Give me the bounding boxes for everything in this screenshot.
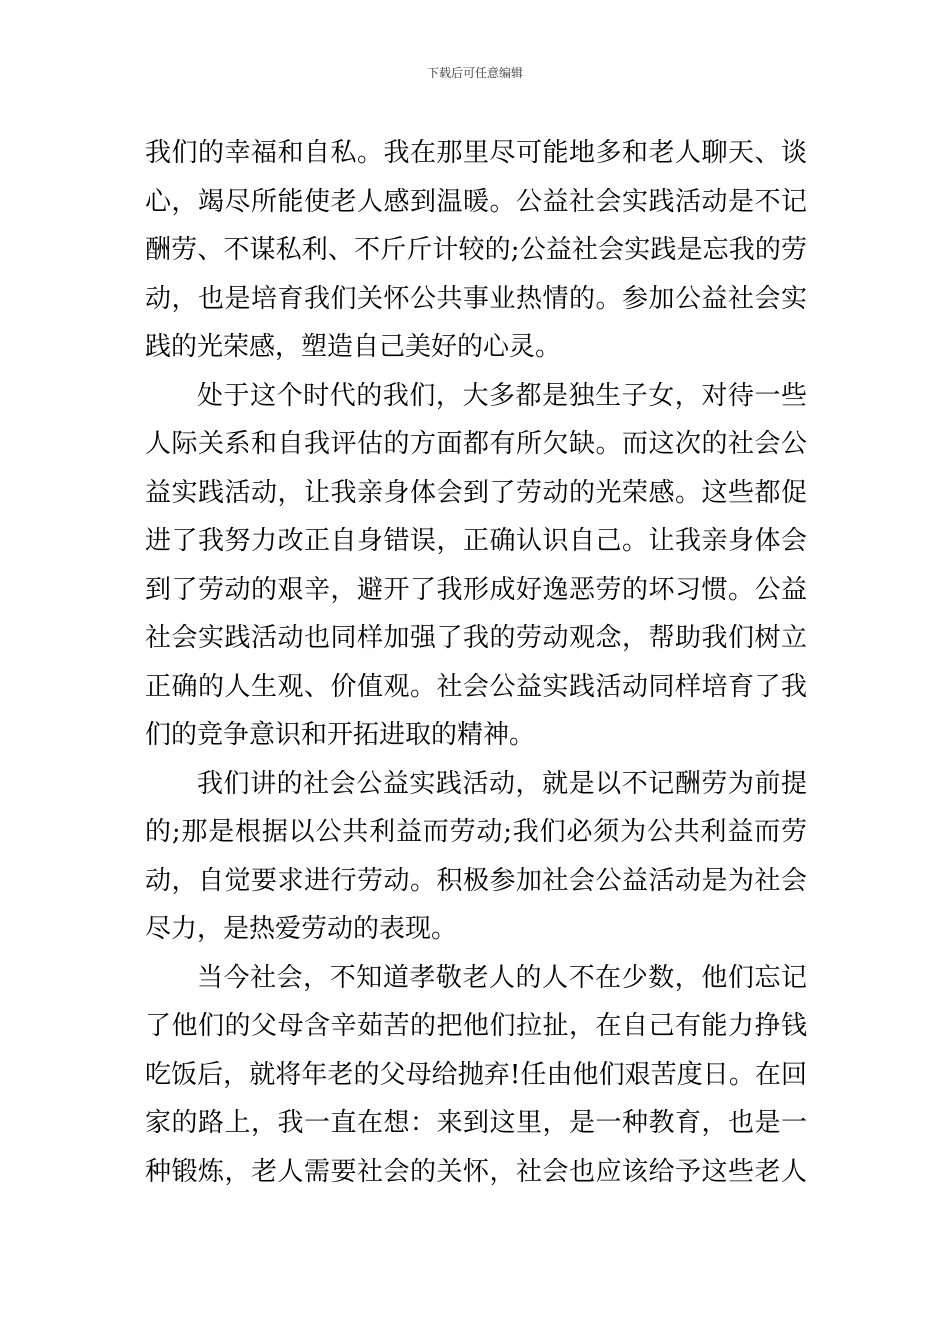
- text-line: 进了我努力改正自身错误，正确认识自己。让我亲身体会: [145, 526, 807, 556]
- text-line: 种锻炼，老人需要社会的关怀，社会也应该给予这些老人: [145, 1156, 807, 1187]
- text-line: 家的路上，我一直在想：来到这里，是一种教育，也是一: [145, 1108, 807, 1138]
- text-line: 吃饭后，就将年老的父母给抛弃!任由他们艰苦度日。在回: [145, 1059, 807, 1090]
- text-line: 我们的幸福和自私。我在那里尽可能地多和老人聊天、谈: [145, 138, 807, 168]
- text-line: 处于这个时代的我们，大多都是独生子女，对待一些: [197, 380, 807, 411]
- text-line: 践的光荣感，塑造自己美好的心灵。: [145, 332, 562, 362]
- text-line: 酬劳、不谋私利、不斤斤计较的;公益社会实践是忘我的劳: [145, 235, 807, 265]
- text-line: 们的竞争意识和开拓进取的精神。: [145, 720, 536, 750]
- page-header: 下载后可任意编辑: [426, 66, 523, 80]
- text-line: 心，竭尽所能使老人感到温暖。公益社会实践活动是不记: [145, 186, 807, 217]
- text-line: 正确的人生观、价值观。社会公益实践活动同样培育了我: [145, 671, 807, 702]
- text-line: 到了劳动的艰辛，避开了我形成好逸恶劳的坏习惯。公益: [145, 574, 807, 605]
- text-line: 人际关系和自我评估的方面都有所欠缺。而这次的社会公: [145, 429, 807, 459]
- text-line: 尽力，是热爱劳动的表现。: [145, 914, 458, 944]
- text-line: 益实践活动，让我亲身体会到了劳动的光荣感。这些都促: [145, 477, 807, 508]
- text-line: 社会实践活动也同样加强了我的劳动观念，帮助我们树立: [145, 623, 807, 653]
- text-line: 的;那是根据以公共利益而劳动;我们必须为公共利益而劳: [145, 817, 807, 847]
- text-line: 我们讲的社会公益实践活动，就是以不记酬劳为前提: [197, 768, 807, 799]
- text-line: 了他们的父母含辛茹苦的把他们拉扯，在自己有能力挣钱: [145, 1011, 807, 1041]
- text-line: 动，也是培育我们关怀公共事业热情的。参加公益社会实: [145, 283, 807, 314]
- text-line: 当今社会，不知道孝敬老人的人不在少数，他们忘记: [197, 962, 807, 993]
- text-line: 动，自觉要求进行劳动。积极参加社会公益活动是为社会: [145, 865, 807, 896]
- document-body: [145, 129, 807, 1196]
